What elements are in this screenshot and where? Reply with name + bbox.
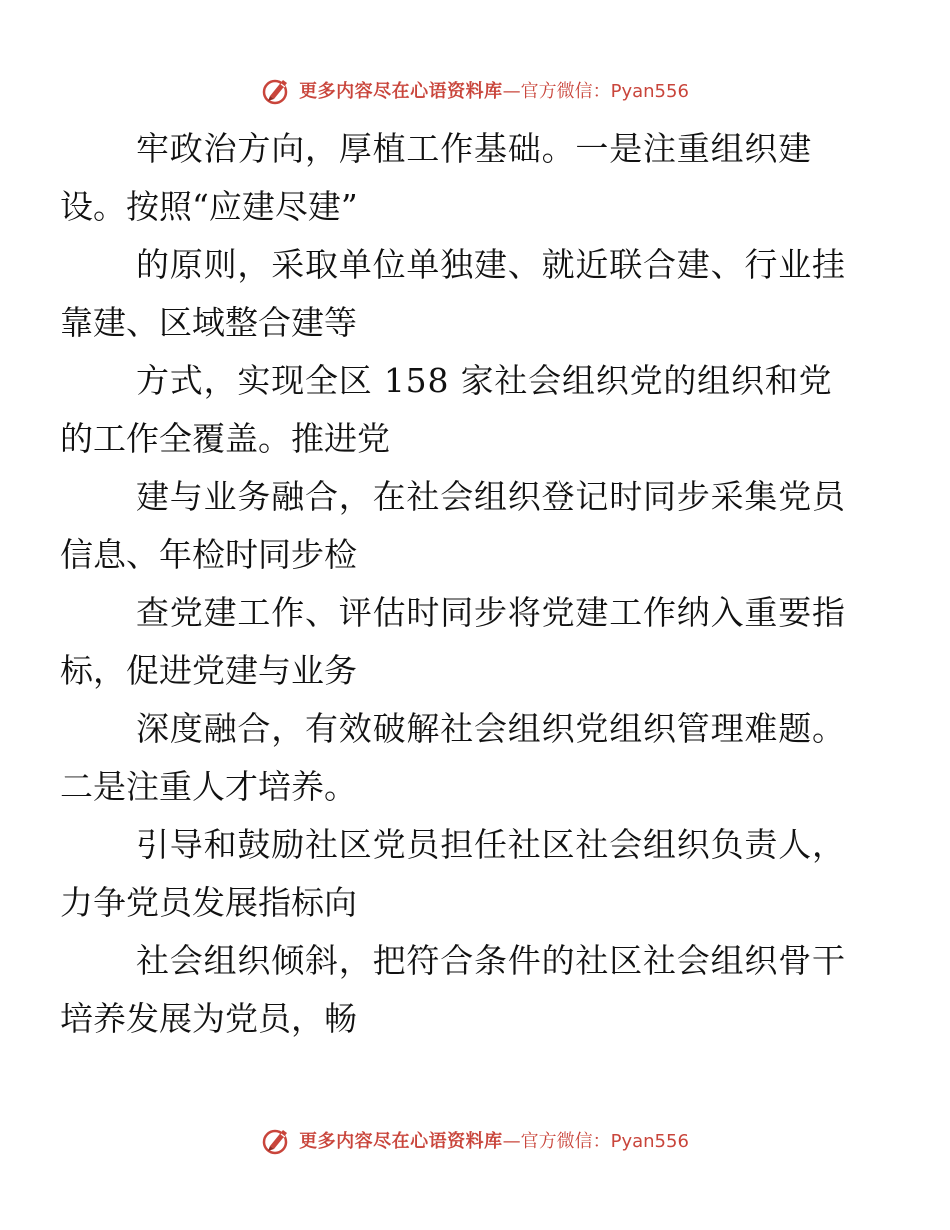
paragraph-line: 引导和鼓励社区党员担任社区社会组织负责人，: [136, 825, 846, 864]
paragraph-line: 社会组织倾斜，把符合条件的社区社会组织骨干: [136, 941, 846, 980]
paragraph-line: 二是注重人才培养。: [60, 767, 357, 806]
banner-wechat: —官方微信：Pyan556: [502, 1131, 689, 1152]
paragraph-line: 培养发展为党员，畅: [60, 999, 357, 1038]
header-banner: [0, 70, 950, 110]
paragraph: [60, 236, 858, 352]
paragraph: [60, 700, 858, 816]
footer-banner: [0, 1120, 950, 1160]
paragraph-line: 查党建工作、评估时同步将党建工作纳入重要指: [136, 593, 846, 632]
paragraph-line: 方式，实现全区 158 家社会组织党的组织和党: [136, 361, 833, 400]
paragraph-line: 信息、年检时同步检: [60, 535, 357, 574]
paragraph: [60, 352, 858, 468]
banner-title: 更多内容尽在心语资料库: [299, 1131, 503, 1152]
paragraph: [60, 468, 858, 584]
banner-title: 更多内容尽在心语资料库: [299, 81, 503, 102]
paragraph: [60, 584, 858, 700]
paragraph-line: 的原则，采取单位单独建、就近联合建、行业挂: [136, 245, 846, 284]
pen-logo-icon: [261, 74, 293, 106]
paragraph-line: 深度融合，有效破解社会组织党组织管理难题。: [136, 709, 846, 748]
paragraph-line: 靠建、区域整合建等: [60, 303, 357, 342]
pen-logo-icon: [261, 1124, 293, 1156]
paragraph-line: 力争党员发展指标向: [60, 883, 357, 922]
paragraph: [60, 120, 858, 236]
paragraph-line: 牢政治方向，厚植工作基础。一是注重组织建: [136, 129, 812, 168]
paragraph-line: 设。按照“应建尽建”: [60, 187, 358, 226]
paragraph-line: 的工作全覆盖。推进党: [60, 419, 390, 458]
paragraph: [60, 816, 858, 932]
paragraph-line: 建与业务融合，在社会组织登记时同步采集党员: [136, 477, 846, 516]
paragraph: [60, 932, 858, 1048]
document-body: [60, 120, 858, 1048]
banner-wechat: —官方微信：Pyan556: [502, 81, 689, 102]
paragraph-line: 标，促进党建与业务: [60, 651, 357, 690]
